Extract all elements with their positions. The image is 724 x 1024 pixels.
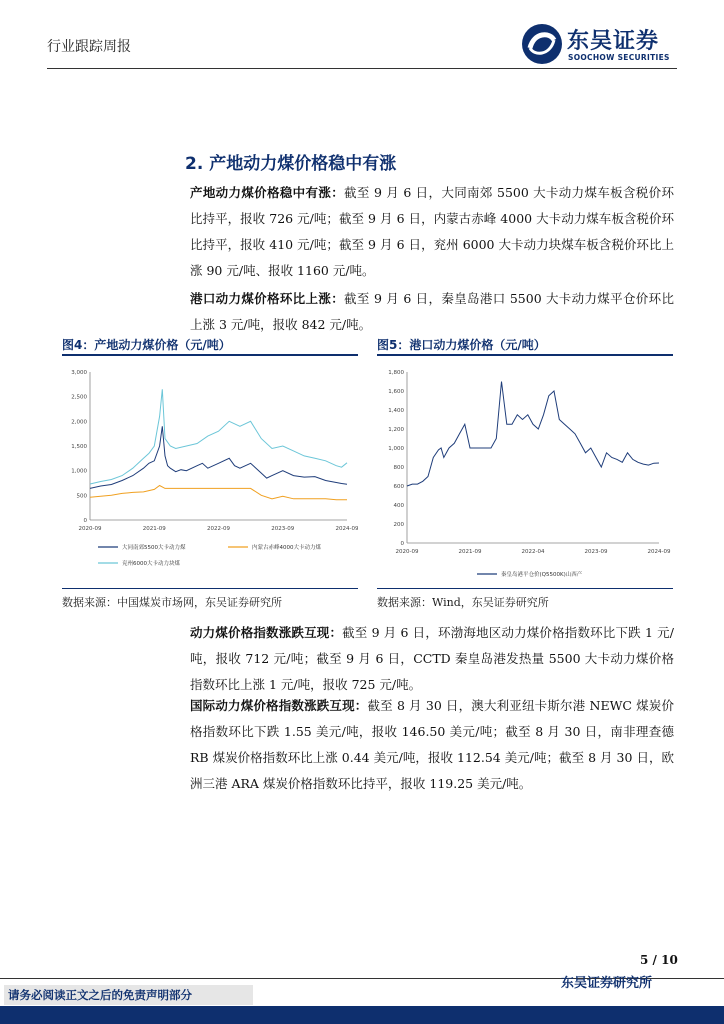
paragraph-index-domestic xyxy=(190,620,674,698)
y-tick-label: 200 xyxy=(393,522,404,528)
paragraph-index-international xyxy=(190,693,674,797)
footer-bar xyxy=(0,1006,724,1024)
section-title: 2. 产地动力煤价格稳中有涨 xyxy=(185,154,397,174)
y-tick-label: 1,800 xyxy=(388,370,404,376)
page-number: 5 / 10 xyxy=(640,953,678,967)
y-tick-label: 400 xyxy=(393,503,404,509)
header-divider xyxy=(47,68,677,69)
paragraph-lead: 国际动力煤价格指数涨跌互现： xyxy=(190,698,368,713)
y-tick-label: 1,000 xyxy=(71,468,87,475)
figure4-chart xyxy=(62,360,358,585)
y-tick-label: 600 xyxy=(393,484,404,490)
series-line xyxy=(90,389,347,484)
y-tick-label: 1,500 xyxy=(71,444,87,450)
legend-label: 内蒙古赤峰4000大卡动力煤 xyxy=(252,545,321,551)
y-tick-label: 2,500 xyxy=(71,394,87,401)
paragraph-text: 截至 9 月 6 日，大同南郊 5500 大卡动力煤车板含税价环比持平，报收 726 元/吨；截至 9 月 6 日，内蒙古赤峰 4000 大卡动力煤车板含税价环比持平，报收 410 元/吨；截至 9 月 6 日，兖州 6000 大卡动力块煤车板含税价环比上涨 90 元/吨、报收 1160 元/吨。 xyxy=(190,185,674,278)
figure4-bottom-rule xyxy=(62,588,358,589)
paragraph-text: 截至 9 月 6 日，环渤海地区动力煤价格指数环比下跌 1 元/吨，报收 712 元/吨；截至 9 月 6 日，CCTD 秦皇岛港发热量 5500 大卡动力煤价格指数环比上涨 1 元/吨，报收 725 元/吨。 xyxy=(190,625,674,692)
legend-label: 大同南郊5500大卡动力煤 xyxy=(122,545,186,551)
brand-name-cn: 东吴证券 xyxy=(567,29,660,54)
brand-name-en: SOOCHOW SECURITIES xyxy=(568,53,670,62)
x-tick-label: 2024-09 xyxy=(335,526,358,532)
soochow-logo-icon xyxy=(520,22,564,66)
legend-label: 秦皇岛港平仓价(Q5500K)山西产 xyxy=(501,572,583,578)
y-tick-label: 0 xyxy=(400,541,404,547)
footer-disclaimer: 请务必阅读正文之后的免责声明部分 xyxy=(4,985,253,1005)
x-tick-label: 2023-09 xyxy=(271,526,295,532)
x-tick-label: 2021-09 xyxy=(142,526,166,532)
series-line xyxy=(407,382,659,487)
x-tick-label: 2023-09 xyxy=(584,549,608,555)
y-tick-label: 800 xyxy=(393,465,404,471)
paragraph-text: 截至 9 月 6 日，秦皇岛港口 5500 大卡动力煤平仓价环比上涨 3 元/吨，报收 842 元/吨。 xyxy=(190,291,674,332)
figure5-chart xyxy=(377,360,673,585)
x-tick-label: 2020-09 xyxy=(78,526,102,532)
x-tick-label: 2024-09 xyxy=(647,549,671,555)
y-tick-label: 1,400 xyxy=(388,408,404,414)
x-tick-label: 2020-09 xyxy=(395,549,419,555)
footer-institute: 东吴证券研究所 xyxy=(561,976,653,991)
y-tick-label: 1,000 xyxy=(388,446,404,452)
paragraph-lead: 动力煤价格指数涨跌互现： xyxy=(190,625,343,640)
paragraph-port-price xyxy=(190,286,674,338)
legend-label: 兖州6000大卡动力块煤 xyxy=(122,561,180,567)
y-tick-label: 0 xyxy=(83,518,87,524)
y-tick-label: 1,600 xyxy=(388,389,404,395)
figure4-source: 数据来源：中国煤炭市场网，东吴证券研究所 xyxy=(62,596,282,609)
paragraph-origin-price xyxy=(190,180,674,284)
figure5-title: 图5：港口动力煤价格（元/吨） xyxy=(377,338,546,352)
paragraph-lead: 港口动力煤价格环比上涨： xyxy=(190,291,345,306)
figure5-bottom-rule xyxy=(377,588,673,589)
paragraph-text: 截至 8 月 30 日，澳大利亚纽卡斯尔港 NEWC 煤炭价格指数环比下跌 1.55 美元/吨，报收 146.50 美元/吨；截至 8 月 30 日，南非理查德 RB 煤炭价格指数环比上涨 0.44 美元/吨，报收 112.54 美元/吨；截至 8 月 30 日，欧洲三港 ARA 煤炭价格指数环比持平，报收 119.25 美元/吨。 xyxy=(190,698,674,791)
y-tick-label: 3,000 xyxy=(71,370,87,376)
y-tick-label: 500 xyxy=(76,493,87,500)
figure5-source: 数据来源：Wind，东吴证券研究所 xyxy=(377,596,549,609)
x-tick-label: 2021-09 xyxy=(458,549,482,555)
x-tick-label: 2022-04 xyxy=(521,549,545,555)
series-line xyxy=(90,486,347,500)
paragraph-lead: 产地动力煤价格稳中有涨： xyxy=(190,185,345,200)
y-tick-label: 1,200 xyxy=(388,427,404,433)
figure5-top-rule xyxy=(377,354,673,356)
figure4-title: 图4：产地动力煤价格（元/吨） xyxy=(62,338,231,352)
figure4-top-rule xyxy=(62,354,358,356)
report-type: 行业跟踪周报 xyxy=(47,39,131,55)
y-tick-label: 2,000 xyxy=(71,419,87,426)
x-tick-label: 2022-09 xyxy=(207,526,230,532)
